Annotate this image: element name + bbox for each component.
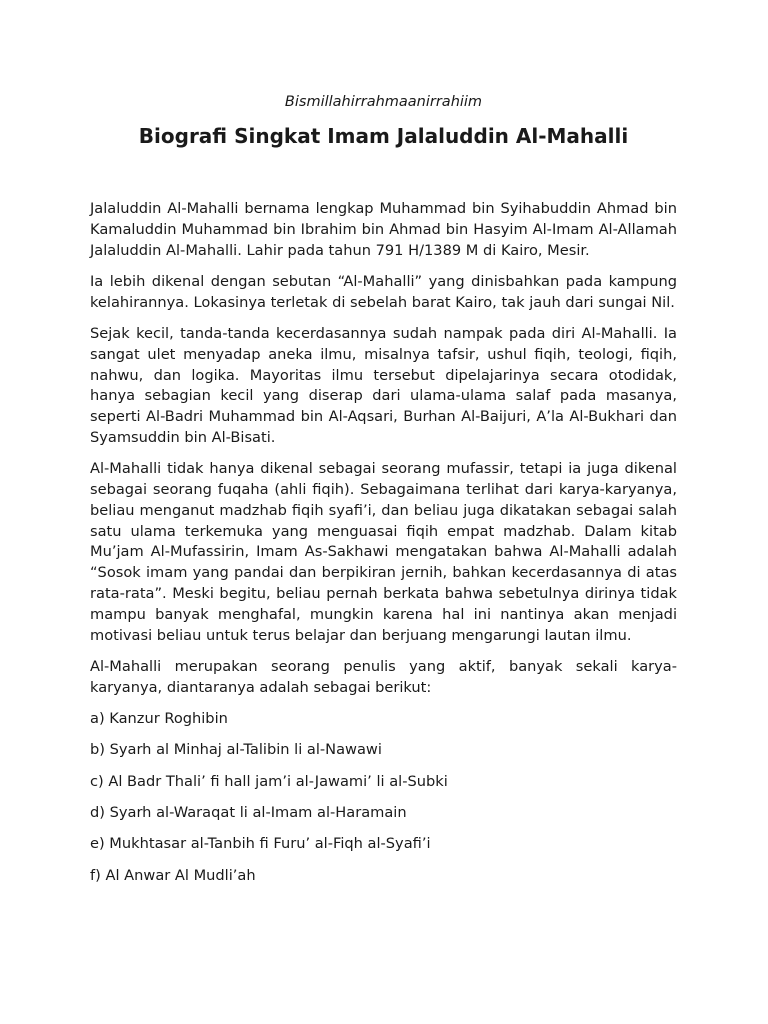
works-list-item: f) Al Anwar Al Mudli’ah: [90, 866, 256, 884]
paragraph-works-intro: Al-Mahalli merupakan seorang penulis yang aktif, banyak sekali karya-karyanya, diantaranya adalah sebagai berikut:: [90, 657, 677, 696]
paragraph-origin: Ia lebih dikenal dengan sebutan “Al-Mahalli” yang dinisbahkan pada kampung kelahirannya. Lokasinya terletak di sebelah barat Kairo, tak jauh dari sungai Nil.: [90, 272, 677, 311]
works-list-item: d) Syarh al-Waraqat li al-Imam al-Haramain: [90, 803, 407, 821]
works-list-item: b) Syarh al Minhaj al-Talibin li al-Nawawi: [90, 741, 382, 759]
paragraph-fiqh: Al-Mahalli tidak hanya dikenal sebagai seorang mufassir, tetapi ia juga dikenal sebagai seorang fuqaha (ahli fiqih). Sebagaimana terlihat dari karya-karyanya, beliau menganut madzhab fiqih syafi’i, dan beliau juga dikatakan sebagai salah satu ulama terkemuka yang menguasai fiqih empat madzhab. Dalam kitab Mu’jam Al-Mufassirin, Imam As-Sakhawi mengatakan bahwa Al-Mahalli adalah “Sosok imam yang pandai dan berpikiran jernih, bahkan kecerdasannya di atas rata-rata”. Meski begitu, beliau pernah berkata bahwa sebetulnya dirinya tidak mampu banyak menghafal, mungkin karena hal ini nantinya akan menjadi motivasi beliau untuk terus belajar dan berjuang mengarungi lautan ilmu.: [90, 460, 677, 644]
basmala: Bismillahirrahmaanirrahiim: [284, 94, 483, 110]
works-list-item: e) Mukhtasar al-Tanbih fi Furu’ al-Fiqh al-Syafi’i: [90, 835, 431, 853]
works-list-item: a) Kanzur Roghibin: [90, 710, 228, 728]
document-body: [90, 199, 677, 897]
works-list-item: c) Al Badr Thali’ fi hall jam’i al-Jawami’ li al-Subki: [90, 772, 448, 790]
paragraph-education: Sejak kecil, tanda-tanda kecerdasannya sudah nampak pada diri Al-Mahalli. Ia sangat ulet menyadap aneka ilmu, misalnya tafsir, ushul fiqih, teologi, fiqih, nahwu, dan logika. Mayoritas ilmu tersebut dipelajarinya secara otodidak, hanya sebagian kecil yang diserap dari ulama-ulama salaf pada masanya, seperti Al-Badri Muhammad bin Al-Aqsari, Burhan Al-Baijuri, A’la Al-Bukhari dan Syamsuddin bin Al-Bisati.: [90, 324, 677, 446]
document-title: Biografi Singkat Imam Jalaluddin Al-Mahalli: [138, 124, 629, 148]
paragraph-name: Jalaluddin Al-Mahalli bernama lengkap Muhammad bin Syihabuddin Ahmad bin Kamaluddin Muhammad bin Ibrahim bin Ahmad bin Hasyim Al-Imam Al-Allamah Jalaluddin Al-Mahalli. Lahir pada tahun 791 H/1389 M di Kairo, Mesir.: [90, 200, 677, 259]
